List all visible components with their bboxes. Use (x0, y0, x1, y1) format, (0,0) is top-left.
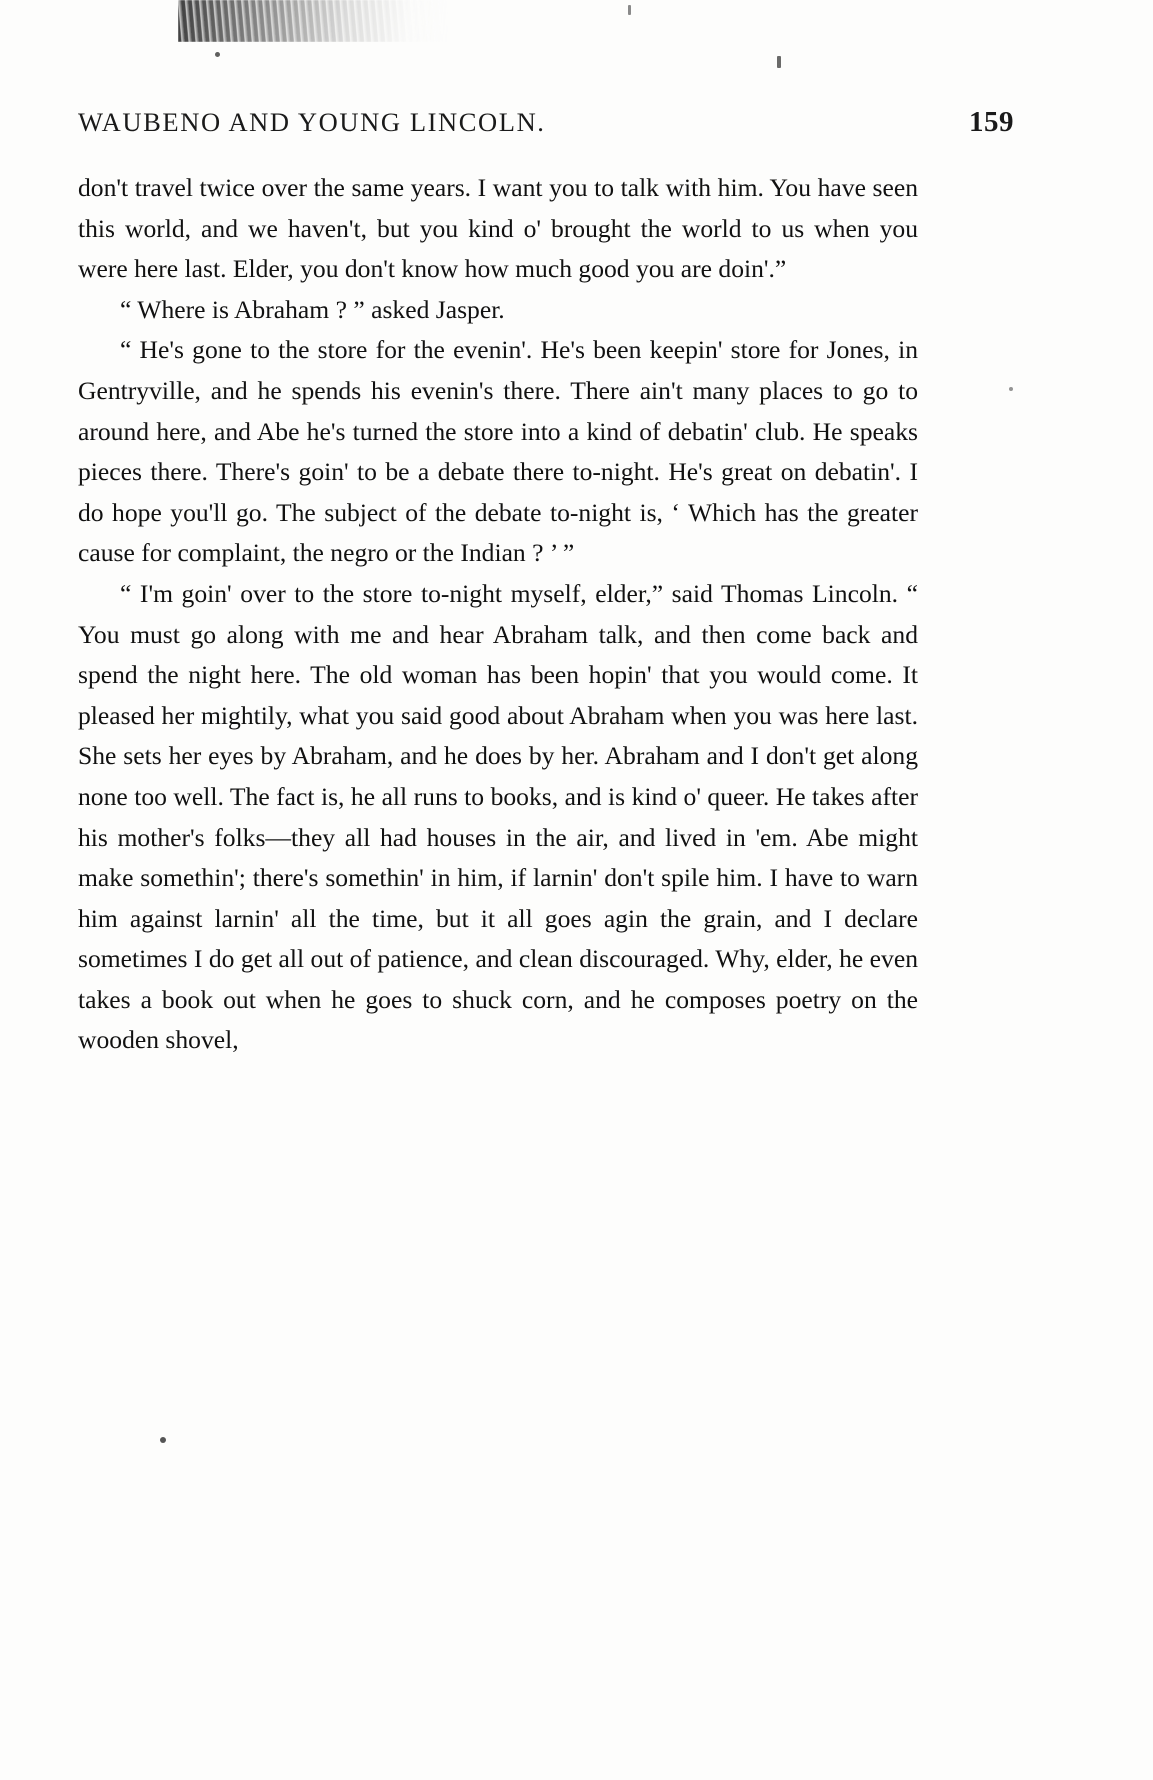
scan-smudge-artifact (178, 0, 448, 42)
scan-speck (215, 52, 220, 57)
scan-speck (777, 56, 781, 68)
paragraph: “ Where is Abraham ? ” asked Jasper. (120, 294, 505, 324)
page-number: 159 (969, 106, 1014, 138)
paragraph: “ He's gone to the store for the evenin'. He's been keepin' store for Jones, in Gentryville, and he spends his evenin's there. There ain't many places to go to around here, and Abe he's turned the store into a kind of debatin' club. He speaks pieces there. There's goin' to be a debate there to-night. He's great on debatin'. I do hope you'll go. The subject of the debate to-night is, ‘ Which has the greater cause for complaint, the negro or the Indian ? ’ ” (78, 335, 918, 568)
paragraph: don't travel twice over the same years. I want you to talk with him. You have seen this world, and we haven't, but you kind o' brought the world to us when you were here last. Elder, you don't know how much good you are doin'.” (78, 173, 918, 284)
page-header (78, 106, 1078, 139)
scan-speck (628, 5, 631, 15)
running-title: WAUBENO AND YOUNG LINCOLN. (78, 107, 546, 137)
scan-speck (160, 1437, 166, 1443)
page-body (78, 168, 918, 1061)
paragraph: “ I'm goin' over to the store to-night myself, elder,” said Thomas Lincoln. “ You must go along with me and hear Abraham talk, and then come back and spend the night here. The old woman has been hopin' that you would come. It pleased her mightily, what you said good about Abraham when you was here last. She sets her eyes by Abraham, and he does by her. Abraham and I don't get along none too well. The fact is, he all runs to books, and is kind o' queer. He takes after his mother's folks—they all had houses in the air, and lived in 'em. Abe might make somethin'; there's somethin' in him, if larnin' don't spile him. I have to warn him against larnin' all the time, but it all goes agin the grain, and I declare sometimes I do get all out of patience, and clean discouraged. Why, elder, he even takes a book out when he goes to shuck corn, and he composes poetry on the wooden shovel, (78, 578, 918, 1055)
scan-speck (1009, 387, 1013, 391)
